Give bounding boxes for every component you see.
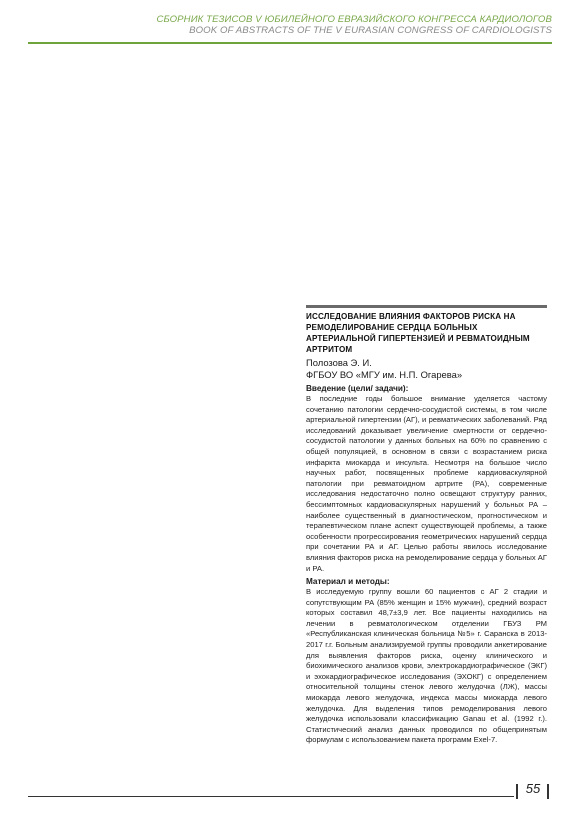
- header-title-ru: СБОРНИК ТЕЗИСОВ V ЮБИЛЕЙНОГО ЕВРАЗИЙСКОГО КОНГРЕССА КАРДИОЛОГОВ: [156, 14, 552, 25]
- header-divider: [28, 42, 552, 44]
- title-rule: [306, 305, 547, 308]
- methods-heading: Материал и методы:: [306, 577, 390, 587]
- intro-paragraph: В последние годы большое внимание уделяется частому сочетанию патологии сердечно-сосудистой системы, в том числе артериальной гипертензии (АГ), и ревматических заболеваний. Ряд исследований доказывает увеличение смертности от сердечно-сосудистой патологии у данных больных на 60% по сравнению с общей популяцией, в основном в связи с возрастанием риска инфаркта миокарда и инсульта. Несмотря на большое число научных работ, посвященных проблеме кардиоваскулярной патологии при ревматоидном артрите (РА), современные исследования недостаточно полно освещают структуру ранних, бессимптомных кардиоваскулярных нарушений у больных РА – наиболее существенный в диагностическом, прогностическом и терапевтическом плане аспект существующей проблемы, а также особенности прогрессирования геометрических нарушений сердца при сочетании РА и АГ. Целью работы явилось исследование влияния факторов риска на ремоделирование сердца у больных АГ и РА.: [306, 394, 547, 573]
- header-title-en: BOOK OF ABSTRACTS OF THE V EURASIAN CONGRESS OF CARDIOLOGISTS: [189, 25, 552, 36]
- footer-divider: [28, 796, 514, 797]
- footer-bar-left: [516, 784, 518, 799]
- running-header: [92, 14, 552, 36]
- article-title: ИССЛЕДОВАНИЕ ВЛИЯНИЯ ФАКТОРОВ РИСКА НА РЕМОДЕЛИРОВАНИЕ СЕРДЦА БОЛЬНЫХ АРТЕРИАЛЬНОЙ ГИПЕРТЕНЗИЕЙ И РЕВМАТОИДНЫМ АРТРИТОМ: [306, 312, 530, 354]
- footer-bar-right: [547, 784, 549, 799]
- page-number: 55: [525, 781, 541, 796]
- article-affiliation: ФГБОУ ВО «МГУ им. Н.П. Огарева»: [306, 369, 463, 380]
- article-author: Полозова Э. И.: [306, 357, 372, 368]
- abstract-article: [306, 305, 547, 746]
- intro-heading: Введение (цели/ задачи):: [306, 384, 409, 393]
- methods-paragraph: В исследуемую группу вошли 60 пациентов с АГ 2 стадии и сопутствующим РА (85% женщин и 15% мужчин), средний возраст которых составил 48,7±3,9 лет. Все пациенты находились на лечении в ревматологическом отделении ГБУЗ РМ «Республиканская клиническая больница №5» г. Саранска в 2013-2017 г.г. Больным анализируемой группы проводили анкетирование для выявления факторов риска, оценку клинического и биохимического анализов крови, электрокардиографическое (ЭКГ) и эхокардиографическое исследования (ЭХОКГ) с определением относительной толщины стенок левого желудочка (ЛЖ), массы миокарда левого желудочка, индекса массы миокарда левого желудочка. Для выделения типов ремоделирования левого желудочка использовали классификацию Ganau et al. (1992 г.). Статистический анализ данных проводился по общепринятым формулам с использованием пакета программ Exel-7.: [306, 587, 547, 745]
